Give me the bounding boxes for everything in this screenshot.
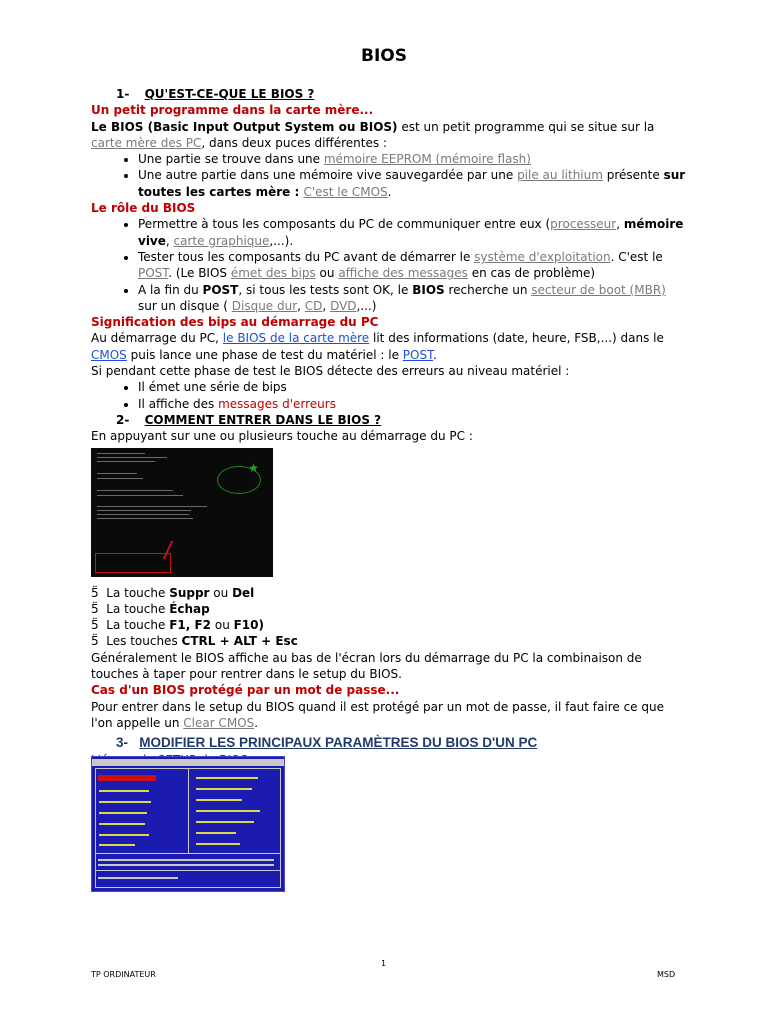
key-item	[91, 617, 686, 633]
link-bios-carte-mere[interactable]: le BIOS de la carte mère	[222, 331, 370, 346]
link-processeur[interactable]: processeur	[550, 217, 617, 232]
list-item	[138, 249, 686, 282]
link-memoire-eeprom[interactable]: mémoire EEPROM (mémoire flash)	[323, 152, 531, 167]
list-item: • Il émet une série de bips	[138, 379, 686, 395]
energy-logo	[217, 466, 261, 494]
paragraph-text: Pour entrer dans le setup du BIOS quand il est protégé par un mot de passe, il faut faire ce que l'on appelle un	[91, 699, 664, 730]
link-cmos-2[interactable]: CMOS	[91, 347, 127, 362]
setup-prompt-box	[95, 553, 171, 573]
list-item-text: Il affiche des	[138, 396, 219, 411]
key-text: La touche	[106, 585, 170, 600]
lightning-icon	[163, 541, 183, 559]
paragraph-text: puis lance une phase de test du matériel : le	[126, 347, 403, 362]
messages-erreurs-text: messages d'erreurs	[218, 396, 336, 411]
paragraph-bios-definition	[91, 119, 686, 152]
link-systeme-exploitation[interactable]: système d'exploitation	[474, 249, 611, 264]
list-item-text: , si tous les tests sont OK, le	[238, 282, 413, 297]
link-carte-graphique[interactable]: carte graphique	[173, 233, 270, 248]
paragraph-appuyant: En appuyant sur une ou plusieurs touche au démarrage du PC :	[91, 429, 473, 444]
setup-selected-item	[98, 775, 156, 781]
errors-list	[91, 379, 686, 412]
section-2-heading	[91, 412, 686, 428]
paragraph-demarrage	[91, 330, 686, 363]
link-carte-mere[interactable]: carte mère des PC	[91, 135, 202, 150]
list-item-text: Permettre à tous les composants du PC de communiquer entre eux (	[138, 217, 551, 232]
bios-definition-end: , dans deux puces différentes :	[201, 135, 387, 150]
list-item-text: ,	[616, 217, 624, 232]
list-item-text: . C'est le	[610, 249, 663, 264]
list-item-text: ,...)	[356, 298, 377, 313]
list-item-text: Une autre partie dans une mémoire vive sauvegardée par une	[138, 168, 518, 183]
list-item	[138, 216, 686, 249]
document-title: BIOS	[361, 46, 407, 66]
list-item-text: sur un disque (	[138, 298, 232, 313]
list-item-bold: sur toutes les cartes mère :	[138, 168, 686, 199]
list-item-text: ,	[165, 233, 174, 248]
key-text: ou	[209, 585, 233, 600]
section-1-number: 1-	[116, 87, 130, 101]
paragraph-text: .	[433, 347, 437, 362]
key-text: Les touches	[106, 634, 182, 649]
bios-parts-list	[91, 151, 686, 200]
key-bold: Suppr	[169, 585, 210, 600]
paragraph-generalement: Généralement le BIOS affiche au bas de l'écran lors du démarrage du PC la combinaison de touches à taper pour rentrer dans le setup du BIOS.	[91, 650, 642, 682]
link-cmos[interactable]: C'est le CMOS	[303, 184, 388, 199]
key-marker-icon: 5̈	[91, 634, 99, 649]
link-pile-lithium[interactable]: pile au lithium	[517, 168, 603, 183]
paragraph-erreurs: Si pendant cette phase de test le BIOS détecte des erreurs au niveau matériel :	[91, 364, 570, 379]
bios-definition-bold: Le BIOS (Basic Input Output System ou BIOS)	[91, 119, 398, 134]
list-item-text: présente	[602, 168, 664, 183]
list-item-text: ou	[315, 266, 339, 281]
energy-star-icon: ★	[248, 461, 259, 475]
section-2-number: 2-	[116, 412, 130, 427]
key-bold: Del	[232, 585, 255, 600]
list-item	[138, 282, 686, 315]
list-item-bold: POST	[202, 282, 239, 297]
key-item	[91, 633, 686, 649]
list-item-text: recherche un	[444, 282, 532, 297]
key-text: La touche	[106, 618, 170, 633]
footer-left: TP ORDINATEUR	[91, 970, 156, 979]
key-text: La touche	[106, 601, 170, 616]
key-marker-icon: 5̈	[91, 618, 99, 633]
link-disque-dur[interactable]: Disque dur	[231, 298, 298, 313]
key-text: ou	[211, 618, 234, 633]
list-item-text: Une partie se trouve dans une	[138, 152, 324, 167]
footer-page-number: 1	[381, 959, 387, 968]
section-3-title: MODIFIER LES PRINCIPAUX PARAMÈTRES DU BIOS D'UN PC	[139, 735, 538, 751]
list-item-text: ,	[297, 298, 305, 313]
section-1-heading	[91, 86, 686, 102]
list-item-text: ,	[322, 298, 331, 313]
section-1-title: QU'EST-CE-QUE LE BIOS ?	[144, 87, 315, 101]
list-item-text: Tester tous les composants du PC avant de démarrer le	[138, 249, 475, 264]
section-3-number: 3-	[116, 735, 129, 751]
link-secteur-boot[interactable]: secteur de boot (MBR)	[531, 282, 666, 297]
paragraph-text: Au démarrage du PC,	[91, 331, 223, 346]
bios-boot-screenshot	[91, 448, 273, 577]
list-item-bold: mémoire vive	[138, 217, 684, 248]
bios-definition-text: est un petit programme qui se situe sur la	[397, 119, 655, 134]
link-dvd[interactable]: DVD	[330, 298, 357, 313]
key-bold: Échap	[169, 601, 210, 616]
subheading-bips: Signification des bips au démarrage du PC	[91, 315, 379, 330]
key-marker-icon: 5̈	[91, 585, 99, 600]
subheading-role: Le rôle du BIOS	[91, 201, 196, 216]
list-item-text: .	[387, 184, 392, 199]
key-marker-icon: 5̈	[91, 601, 99, 616]
bios-role-list	[91, 216, 686, 314]
list-item	[138, 151, 686, 167]
document-body	[91, 86, 686, 768]
link-post-2[interactable]: POST	[402, 347, 434, 362]
key-bold: F10)	[233, 618, 264, 633]
key-bold: F1, F2	[169, 618, 212, 633]
key-bold: CTRL + ALT + Esc	[181, 634, 298, 649]
link-post[interactable]: POST	[138, 266, 169, 281]
link-clear-cmos[interactable]: Clear CMOS	[183, 715, 255, 730]
list-item-text: en cas de problème)	[467, 266, 596, 281]
list-item-text: ,...).	[269, 233, 294, 248]
footer-right: MSD	[657, 970, 676, 979]
link-affiche-messages[interactable]: affiche des messages	[338, 266, 468, 281]
paragraph-clear-cmos	[91, 699, 686, 732]
key-item	[91, 601, 686, 617]
key-item	[91, 585, 686, 601]
paragraph-text: .	[254, 715, 259, 730]
list-item	[138, 396, 686, 412]
list-item-bold: BIOS	[412, 282, 445, 297]
subheading-mot-de-passe: Cas d'un BIOS protégé par un mot de passe...	[91, 683, 400, 698]
bios-setup-screenshot	[91, 756, 285, 892]
paragraph-text: lit des informations (date, heure, FSB,...) dans le	[369, 331, 664, 346]
list-item	[138, 167, 686, 200]
section-3-heading	[91, 735, 686, 751]
keys-list	[91, 585, 686, 650]
link-cd[interactable]: CD	[304, 298, 323, 313]
list-item-text: . (Le BIOS	[168, 266, 231, 281]
subheading-petit-programme: Un petit programme dans la carte mère...	[91, 103, 374, 118]
section-2-title: COMMENT ENTRER DANS LE BIOS ?	[144, 412, 382, 427]
link-emet-bips[interactable]: émet des bips	[230, 266, 316, 281]
list-item-text: A la fin du	[138, 282, 203, 297]
